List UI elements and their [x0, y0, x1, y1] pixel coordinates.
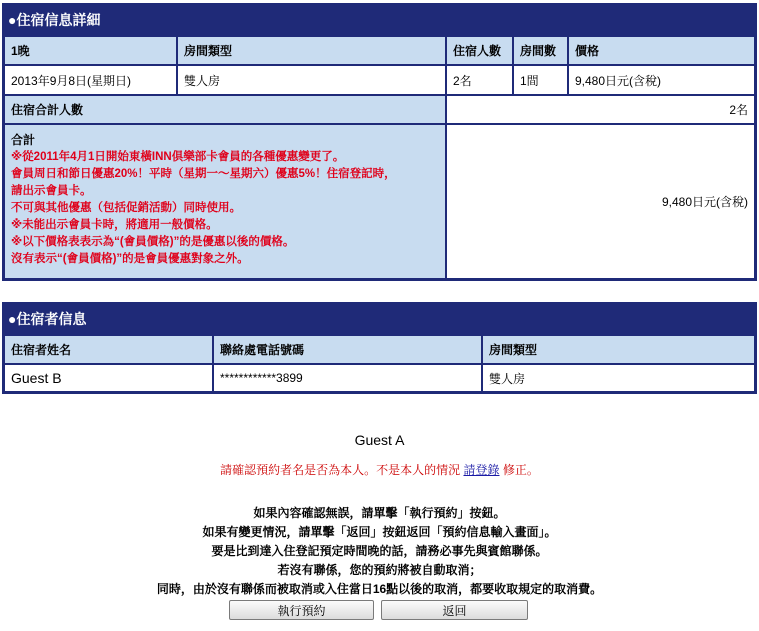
header-guests: 住宿人數 [447, 37, 512, 64]
header-guest-name: 住宿者姓名 [5, 336, 212, 363]
note-line: 會員周日和節日優惠20%！平時（星期一～星期六）優惠5%！住宿登記時， [11, 168, 396, 180]
guest-room-type: 雙人房 [483, 365, 754, 391]
header-phone: 聯絡處電話號碼 [214, 336, 481, 363]
total-label: 合計 [11, 133, 36, 147]
header-rooms: 房間數 [514, 37, 567, 64]
note-line: ※未能出示會員卡時，將適用一般價格。 [11, 219, 218, 231]
guest-name: Guest B [5, 365, 212, 391]
guest-info-title: ●住宿者信息 [8, 311, 87, 327]
header-price: 價格 [569, 37, 754, 64]
confirm-text: 請確認預約者名是否為本人。不是本人的情況 [220, 463, 464, 477]
note-line: ※從2011年4月1日開始東橫INN俱樂部卡會員的各種優惠變更了。 [11, 151, 345, 163]
confirm-message [0, 461, 759, 478]
note-line: ※以下價格表表示為“(會員價格)”的是優惠以後的價格。 [11, 236, 295, 248]
guest-phone: ************3899 [214, 365, 481, 391]
back-button[interactable]: 返回 [381, 600, 528, 620]
stay-date: 2013年9月8日(星期日) [5, 66, 176, 94]
booker-name: Guest A [354, 432, 405, 448]
stay-details-panel [2, 3, 757, 281]
header-nights: 1晚 [5, 37, 176, 64]
total-guests-label: 住宿合計人數 [5, 96, 445, 123]
stay-room-type: 雙人房 [178, 66, 445, 94]
instruction-line: 如果內容確認無誤，請單擊「執行預約」按鈕。 [253, 506, 506, 520]
instruction-line: 如果有變更情況，請單擊「返回」按鈕返回「預約信息輸入畫面」。 [202, 525, 557, 539]
stay-rooms: 1間 [514, 66, 567, 94]
register-link[interactable]: 請登錄 [463, 463, 500, 477]
instruction-line: 同時，由於沒有聯係而被取消或入住當日16點以後的取消，都要收取規定的取消費。 [156, 582, 603, 596]
note-line: 不可與其他優惠（包括促銷活動）同時使用。 [11, 202, 241, 214]
header-guest-room-type: 房間類型 [483, 336, 754, 363]
total-notes [5, 125, 445, 278]
instruction-line: 若沒有聯係，您的預約將被自動取消； [277, 563, 482, 577]
stay-price: 9,480日元(含稅) [569, 66, 754, 94]
total-price: 9,480日元(含稅) [447, 125, 754, 278]
stay-guests: 2名 [447, 66, 512, 94]
header-room-type: 房間類型 [178, 37, 445, 64]
execute-reservation-button[interactable]: 執行預約 [229, 600, 374, 620]
note-line: 請出示會員卡。 [11, 185, 92, 197]
instructions [0, 504, 759, 599]
stay-details-title: ●住宿信息詳細 [8, 12, 101, 28]
total-guests-value: 2名 [447, 96, 754, 123]
guest-info-panel [2, 302, 757, 394]
confirm-suffix: 修正。 [499, 463, 539, 477]
note-line: 沒有表示“(會員價格)”的是會員優惠對象之外。 [11, 253, 249, 265]
instruction-line: 要是比到達入住登記預定時間晚的話，請務必事先與賓館聯係。 [211, 544, 548, 558]
